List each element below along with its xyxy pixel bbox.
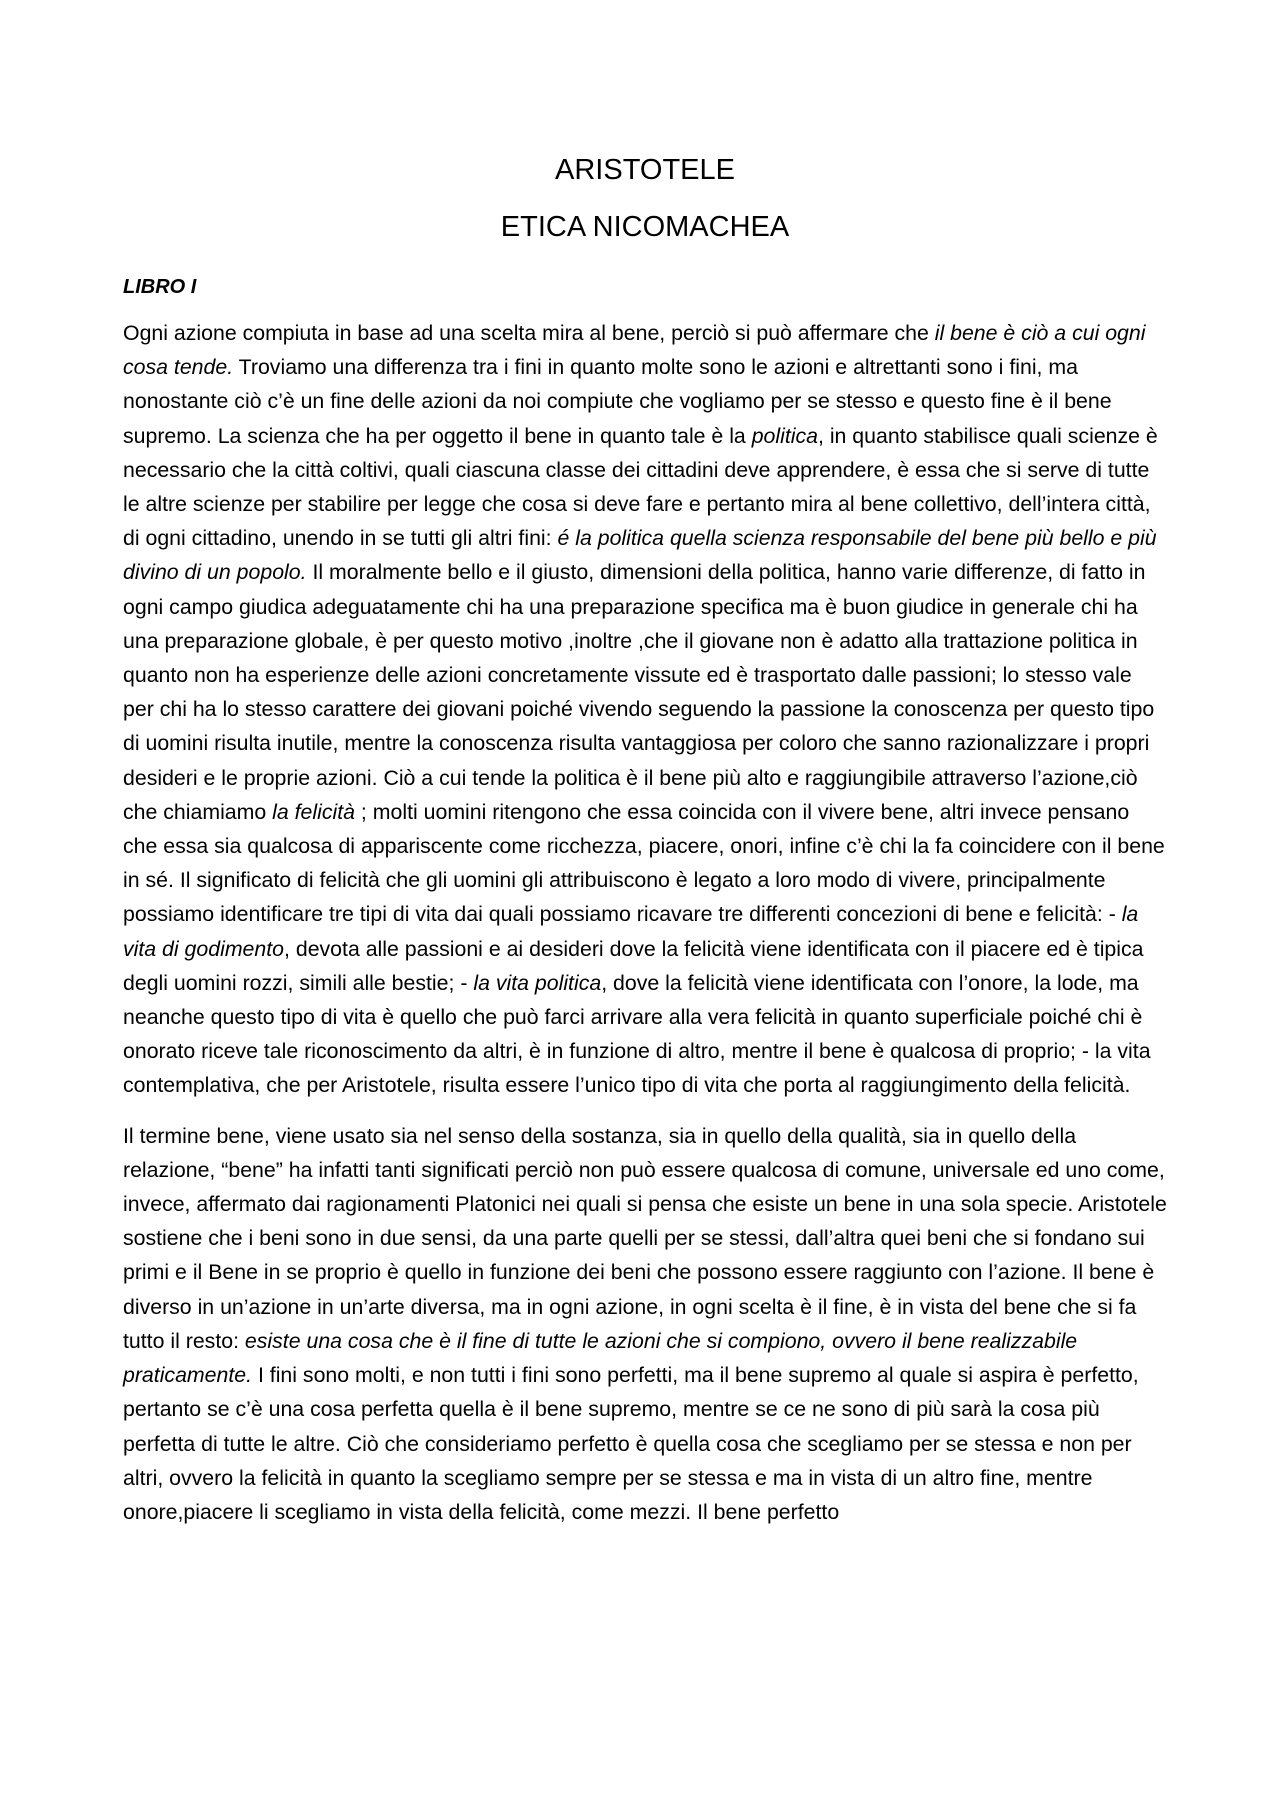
text-segment: , devota alle passioni e ai desideri dove la felicità viene identificata con il piacere ed è tipica degli uomini rozzi, simili alle bestie; -: [123, 936, 1144, 995]
italic-text-segment: politica: [751, 423, 818, 448]
paragraph-1: [123, 316, 1167, 1103]
text-segment: Il moralmente bello e il giusto, dimensioni della politica, hanno varie differenze, di fatto in ogni campo giudica adeguatamente chi ha una preparazione specifica ma è buon giudice in generale chi ha una preparazione globale, è per questo motivo ,inoltre ,che il giovane non è adatto alla trattazione politica in quanto non ha esperienze delle azioni concretamente vissute ed è trasportato dalle passioni; lo stesso vale per chi ha lo stesso carattere dei giovani poiché vivendo seguendo la passione la conoscenza per questo tipo di uomini risulta inutile, mentre la conoscenza risulta vantaggiosa per coloro che sanno razionalizzare i propri desideri e le proprie azioni. Ciò a cui tende la politica è il bene più alto e raggiungibile attraverso l’azione,ciò che chiamiamo: [123, 560, 1155, 824]
text-segment: Ogni azione compiuta in base ad una scelta mira al bene, perciò si può affermare che: [123, 321, 935, 345]
text-segment: , dove la felicità viene identificata con l’onore, la lode, ma neanche questo tipo di vita è quello che può farci arrivare alla vera felicità in quanto superficiale poiché chi è onorato riceve tale riconoscimento da altri, è in funzione di altro, mentre il bene è qualcosa di proprio; - la vita contemplativa, che per Aristotele, risulta essere l’unico tipo di vita che porta al raggiungimento della felicità.: [123, 970, 1151, 1098]
author-title: ARISTOTELE: [555, 154, 735, 186]
italic-text-segment: la felicità: [272, 799, 355, 824]
italic-text-segment: la vita politica: [473, 970, 602, 995]
text-segment: ; molti uomini ritengono che essa coincida con il vivere bene, altri invece pensano che essa sia qualcosa di appariscente come ricchezza, piacere, onori, infine c’è chi la fa coincidere con il bene in sé. Il significato di felicità che gli uomini gli attribuiscono è legato a loro modo di vivere, principalmente possiamo identificare tre tipi di vita dai quali possiamo ricavare tre differenti concezioni di bene e felicità: -: [123, 799, 1165, 927]
work-title: ETICA NICOMACHEA: [500, 211, 790, 243]
italic-text-segment: la vita di godimento: [123, 902, 1139, 961]
book-heading: LIBRO I: [123, 276, 197, 298]
document-page: [123, 150, 1167, 1529]
italic-text-segment: é la politica quella scienza responsabile del bene più bello e più divino di un popolo.: [123, 526, 1157, 585]
text-segment: I fini sono molti, e non tutti i fini sono perfetti, ma il bene supremo al quale si aspira è perfetto, pertanto se c’è una cosa perfetta quella è il bene supremo, mentre se ce ne sono di più sarà la cosa più perfetta di tutte le altre. Ciò che consideriamo perfetto è quella cosa che scegliamo per se stessa e non per altri, ovvero la felicità in quanto la scegliamo sempre per se stessa e ma in vista di un altro fine, mentre onore,piacere li scegliamo in vista della felicità, come mezzi. Il bene perfetto: [123, 1363, 1139, 1524]
italic-text-segment: esiste una cosa che è il fine di tutte le azioni che si compiono, ovvero il bene realizzabile praticamente.: [123, 1328, 1078, 1388]
italic-text-segment: il bene è ciò a cui ogni cosa tende.: [123, 321, 1146, 380]
text-segment: , in quanto stabilisce quali scienze è necessario che la città coltivi, quali ciascuna classe dei cittadini deve apprendere, è essa che si serve di tutte le altre scienze per stabilire per legge che cosa si deve fare e pertanto mira al bene collettivo, dell’intera città, di ogni cittadino, unendo in se tutti gli altri fini:: [123, 423, 1158, 551]
paragraph-2: [123, 1119, 1167, 1529]
text-segment: Troviamo una differenza tra i fini in quanto molte sono le azioni e altrettanti sono i fini, ma nonostante ciò c’è un fine delle azioni da noi compiute che vogliamo per se stesso e questo fine è il bene supremo. La scienza che ha per oggetto il bene in quanto tale è la: [123, 355, 1112, 448]
text-segment: Il termine bene, viene usato sia nel senso della sostanza, sia in quello della qualità, sia in quello della relazione, “bene” ha infatti tanti significati perciò non può essere qualcosa di comune, universale ed uno come, invece, affermato dai ragionamenti Platonici nei quali si pensa che esiste un bene in una sola specie. Aristotele sostiene che i beni sono in due sensi, da una parte quelli per se stessi, dall’altra quei beni che si fondano sui primi e il Bene in se proprio è quello in funzione dei beni che possono essere raggiunto con l’azione. Il bene è diverso in un’azione in un’arte diversa, ma in ogni azione, in ogni scelta è il fine, è in vista del bene che si fa tutto il resto:: [123, 1123, 1167, 1353]
